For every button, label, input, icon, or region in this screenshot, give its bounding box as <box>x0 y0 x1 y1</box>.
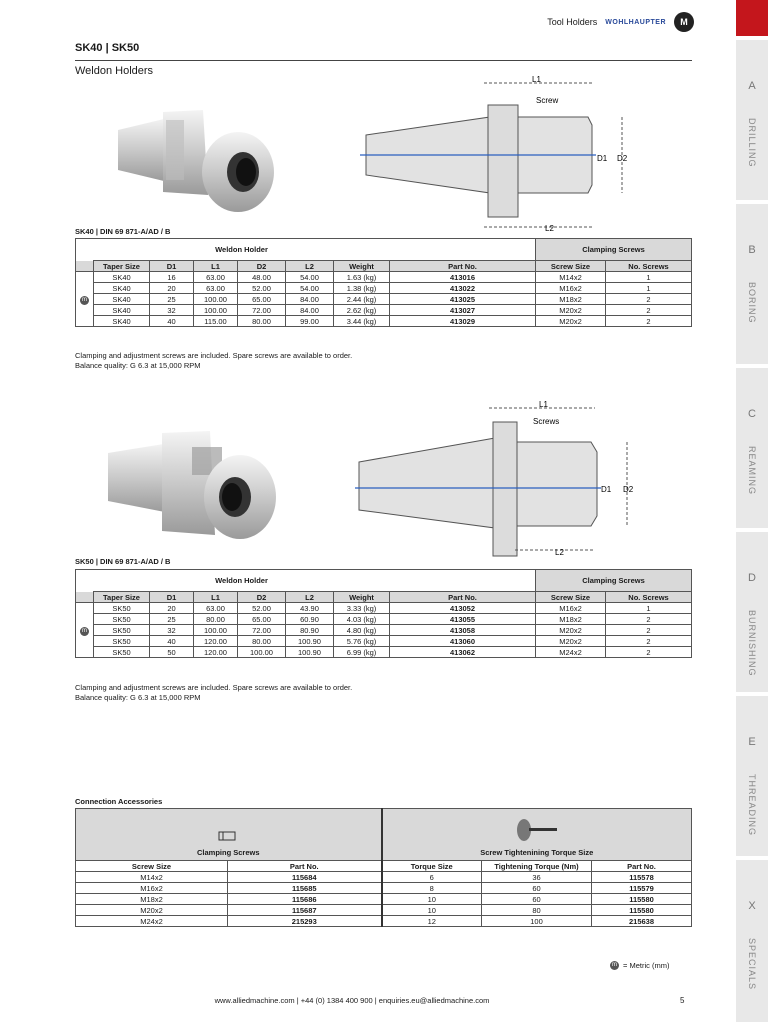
col-l1: L1 <box>194 261 238 272</box>
connection-table: Clamping Screws Screw Tightenining Torque Size Screw Size Part No. Torque Size Tightening Torque (Nm) Part No. M14x2 115684 6 36 115578 M16x2 115685 8 60 115579 M18x2 115686 10 60 115580 M20x2 115687 10 80 115580 M24x2 215293 12 100 215638 <box>75 808 692 927</box>
sidebar-tab-threading[interactable]: E THREADING <box>736 696 768 858</box>
title-rule <box>75 60 692 61</box>
table-row: M24x2 215293 12 100 215638 <box>76 916 692 927</box>
sidebar-tab-boring[interactable]: B BORING <box>736 204 768 366</box>
col-screw-size: Screw Size <box>536 261 606 272</box>
sk50-holder-photo <box>100 425 280 550</box>
col-l2: L2 <box>286 261 334 272</box>
page-header <box>547 12 694 32</box>
sk40-holder-photo <box>108 100 288 220</box>
section-sidebar <box>736 0 768 1024</box>
table-row: SK40 25 100.00 65.00 84.00 2.44 (kg) 413025 M18x2 2 <box>76 294 692 305</box>
page-footer: www.alliedmachine.com | +44 (0) 1384 400 900 | enquiries.eu@alliedmachine.com <box>214 996 490 1005</box>
torque-group: Screw Tightenining Torque Size <box>480 848 594 857</box>
table-row: SK40 20 63.00 52.00 54.00 1.38 (kg) 413022 M16x2 1 <box>76 283 692 294</box>
sk50-table-caption: SK50 | DIN 69 871-A/AD / B <box>75 557 171 566</box>
sk40-spec-table <box>75 238 692 327</box>
sidebar-tab-burnishing[interactable]: D BURNISHING <box>736 532 768 694</box>
svg-text:Screw: Screw <box>536 96 559 105</box>
sk40-technical-drawing <box>360 75 640 235</box>
metric-icon: m <box>82 627 87 634</box>
connection-accessories-title: Connection Accessories <box>75 797 163 806</box>
screw-icon <box>218 830 238 842</box>
page-title: SK40 | SK50 <box>75 42 140 54</box>
col-d2: D2 <box>238 261 286 272</box>
col-no-screws: No. Screws <box>606 261 692 272</box>
col-weight: Weight <box>334 261 390 272</box>
table-row: SK40 40 115.00 80.00 99.00 3.44 (kg) 413029 M20x2 2 <box>76 316 692 327</box>
table-row: m SK50 20 63.00 52.00 43.90 3.33 (kg) 413052 M16x2 1 <box>76 603 692 614</box>
table-row: SK40 32 100.00 72.00 84.00 2.62 (kg) 413027 M20x2 2 <box>76 305 692 316</box>
table-row: M16x2 115685 8 60 115579 <box>76 883 692 894</box>
table-row: M18x2 115686 10 60 115580 <box>76 894 692 905</box>
section-label: Tool Holders <box>547 17 598 27</box>
brand-logo: WOHLHAUPTER <box>605 18 666 26</box>
table-row: m SK40 16 63.00 48.00 54.00 1.63 (kg) 413016 M14x2 1 <box>76 272 692 283</box>
page-number: 5 <box>680 996 685 1005</box>
sk50-notes: Clamping and adjustment screws are included. Spare screws are available to order. Balance quality: G 6.3 at 15,000 RPM <box>75 683 353 702</box>
sk50-group-clamp: Clamping Screws <box>536 570 692 592</box>
table-row: M20x2 115687 10 80 115580 <box>76 905 692 916</box>
sidebar-tab-specials[interactable]: X SPECIALS <box>736 860 768 1024</box>
sk40-table-caption: SK40 | DIN 69 871-A/AD / B <box>75 227 171 236</box>
metric-legend: m = Metric (mm) <box>612 961 670 970</box>
col-d1: D1 <box>150 261 194 272</box>
table-row: M14x2 115684 6 36 115578 <box>76 872 692 883</box>
col-part-no: Part No. <box>390 261 536 272</box>
svg-text:D2: D2 <box>623 485 634 494</box>
sidebar-accent <box>736 0 768 38</box>
metric-icon: m <box>82 296 87 303</box>
sk40-group-weldon: Weldon Holder <box>94 239 390 261</box>
sk40-notes: Clamping and adjustment screws are included. Spare screws are available to order. Balance quality: G 6.3 at 15,000 RPM <box>75 351 353 370</box>
sk50-spec-table: Weldon Holder Clamping Screws Taper Size D1 L1 D2 L2 Weight Part No. Screw Size No. Screws m SK50 20 63.00 52.00 43.90 3.33 (kg) 413052 M16x2 1 SK50 25 80.00 65.00 60.90 4.03 (kg) 413055 M18x2 2 SK50 32 100.00 72.00 80.90 4.80 (kg) 413058 M20x2 2 SK50 40 120.00 80.00 100.90 5.76 (kg) 413060 M20x2 2 SK50 50 120.00 100.00 100.90 6.99 (kg) 413062 M24x2 2 <box>75 569 692 658</box>
svg-text:D1: D1 <box>601 485 612 494</box>
table-row: SK50 40 120.00 80.00 100.90 5.76 (kg) 413060 M20x2 2 <box>76 636 692 647</box>
page-subtitle: Weldon Holders <box>75 65 154 77</box>
sk50-group-weldon: Weldon Holder <box>94 570 390 592</box>
metric-icon: m <box>612 962 617 968</box>
table-row: SK50 25 80.00 65.00 60.90 4.03 (kg) 413055 M18x2 2 <box>76 614 692 625</box>
svg-text:L2: L2 <box>545 224 554 233</box>
svg-text:L2: L2 <box>555 548 564 557</box>
torque-wrench-icon <box>515 818 559 844</box>
clamping-screws-group: Clamping Screws <box>196 848 260 857</box>
svg-text:D2: D2 <box>617 154 628 163</box>
table-row: SK50 32 100.00 72.00 80.90 4.80 (kg) 413058 M20x2 2 <box>76 625 692 636</box>
svg-text:L1: L1 <box>532 75 541 84</box>
svg-text:L1: L1 <box>539 400 548 409</box>
sk50-technical-drawing <box>355 400 645 560</box>
svg-text:Screws: Screws <box>533 417 560 426</box>
sidebar-tab-drilling[interactable]: A DRILLING <box>736 40 768 202</box>
col-taper-size: Taper Size <box>94 261 150 272</box>
svg-text:D1: D1 <box>597 154 608 163</box>
sidebar-tab-reaming[interactable]: C REAMING <box>736 368 768 530</box>
sk40-group-clamp: Clamping Screws <box>536 239 692 261</box>
table-row: SK50 50 120.00 100.00 100.90 6.99 (kg) 413062 M24x2 2 <box>76 647 692 658</box>
company-logo-icon: M <box>674 12 694 32</box>
